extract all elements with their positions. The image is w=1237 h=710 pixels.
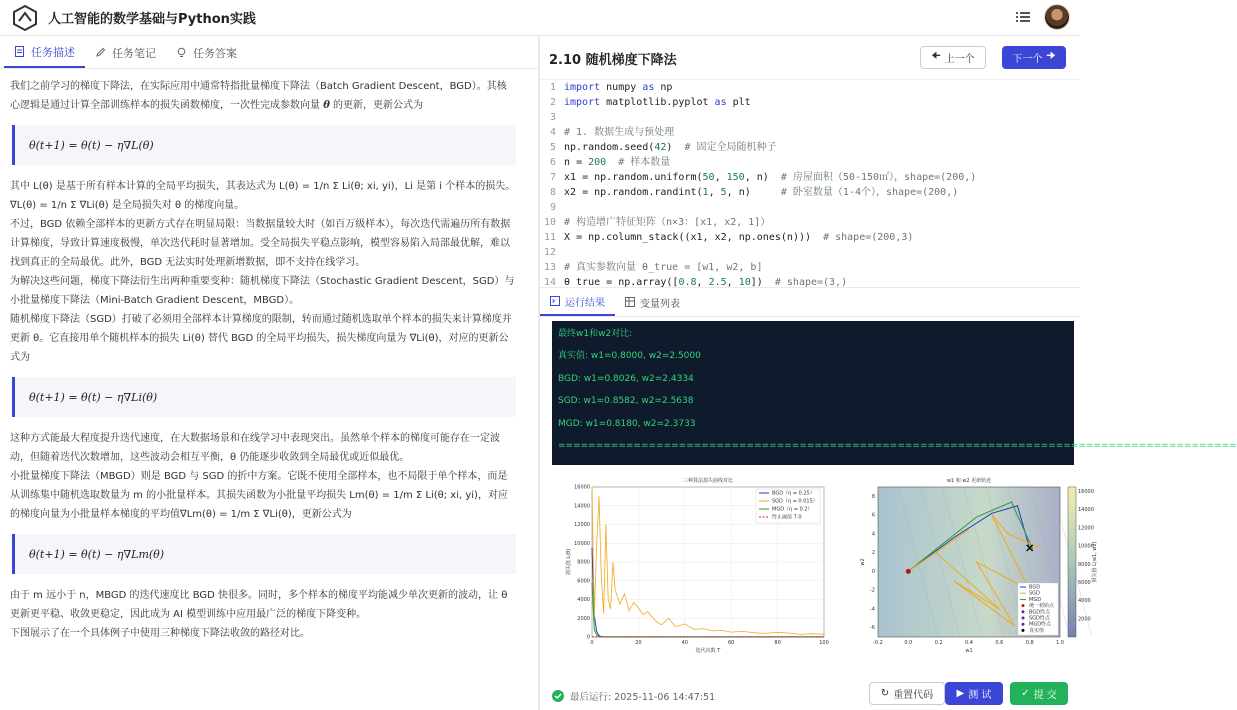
x-tick-label: 0 bbox=[590, 640, 594, 646]
terminal-output bbox=[552, 321, 1237, 465]
line-number: 3 bbox=[549, 112, 556, 123]
y-tick-label: 16000 bbox=[574, 484, 590, 491]
y-tick-label: 4 bbox=[871, 531, 875, 538]
legend-label: MGD终点 bbox=[1029, 621, 1052, 628]
refresh-icon: ↻ bbox=[880, 688, 890, 699]
legend-swatch bbox=[1022, 617, 1025, 620]
check-icon: ✓ bbox=[1021, 688, 1030, 699]
task-title: 2.10 随机梯度下降法 bbox=[549, 52, 677, 68]
colorbar-label: 损失值 L(w1, w2) bbox=[1092, 541, 1098, 583]
code-line[interactable] bbox=[540, 110, 1080, 125]
x-tick-label: -0.2 bbox=[873, 640, 883, 646]
code-text: np.random.seed(42) # 固定全局随机种子 bbox=[564, 142, 777, 153]
code-line[interactable] bbox=[540, 170, 1080, 185]
x-tick-label: 1.0 bbox=[1056, 640, 1064, 646]
colorbar-tick-label: 4000 bbox=[1078, 598, 1091, 605]
code-line[interactable] bbox=[540, 230, 1080, 245]
y-axis-label: 损失值 L(θ) bbox=[566, 548, 572, 576]
x-tick-label: 0.2 bbox=[934, 640, 943, 646]
formula-bgd: θ(t+1) = θ(t) − η∇L(θ) bbox=[12, 125, 516, 165]
code-line[interactable] bbox=[540, 80, 1080, 95]
pencil-icon bbox=[95, 47, 106, 58]
app-title: 人工智能的数学基础与Python实践 bbox=[48, 12, 256, 27]
task-description-panel bbox=[0, 37, 538, 710]
y-tick-label: 14000 bbox=[574, 503, 590, 510]
colorbar-tick-label: 2000 bbox=[1078, 616, 1091, 623]
legend-label: BGD终点 bbox=[1029, 609, 1051, 616]
tab-variable-list[interactable]: 变量列表 bbox=[615, 288, 690, 316]
paragraph: 随机梯度下降法（SGD）打破了必须用全部样本计算梯度的限制，转而通过随机选取单个样本的损失来计算梯度并更新 θ。它直接用单个随机样本的损失 Li(θ) 替代 BGD 的全局平均损失，损失梯度向量为 ∇Li(θ)，对应的更新公式为 bbox=[10, 314, 512, 363]
x-tick-label: 0.0 bbox=[904, 640, 913, 646]
colorbar-tick-label: 12000 bbox=[1078, 525, 1094, 532]
y-tick-label: 12000 bbox=[574, 522, 590, 528]
code-line[interactable] bbox=[540, 200, 1080, 215]
figure-svg bbox=[552, 469, 1098, 682]
avatar[interactable] bbox=[1044, 4, 1070, 30]
legend-label: SGD bbox=[1029, 590, 1040, 597]
y-axis-label: w2 bbox=[860, 558, 866, 566]
legend-label: BGD bbox=[1029, 584, 1041, 591]
tab-task-notes[interactable] bbox=[85, 37, 166, 68]
code-line[interactable] bbox=[540, 215, 1080, 230]
y-tick-label: -6 bbox=[870, 625, 875, 632]
code-text: # 1. 数据生成与预处理 bbox=[564, 127, 675, 138]
legend-swatch bbox=[1022, 629, 1025, 632]
start-point bbox=[906, 569, 911, 574]
tab-label: 任务答案 bbox=[193, 46, 237, 60]
tab-label: 任务笔记 bbox=[112, 46, 156, 60]
y-tick-label: 2000 bbox=[577, 615, 590, 622]
line-number: 14 bbox=[543, 277, 556, 288]
terminal-icon bbox=[550, 296, 560, 306]
terminal-line: SGD: w1=0.8582, w2=2.5638 bbox=[558, 396, 694, 407]
legend-label: SGD终点 bbox=[1029, 615, 1050, 622]
tab-label: 任务描述 bbox=[31, 45, 75, 59]
line-number: 2 bbox=[549, 97, 556, 108]
line-number: 1 bbox=[549, 82, 556, 93]
left-tab-bar bbox=[0, 37, 538, 69]
legend-swatch bbox=[1022, 604, 1025, 607]
paragraph: 其中 L(θ) 是基于所有样本计算的全局平均损失，其表达式为 L(θ) = 1/n Σ Li(θ; xi, yi)，Li 是第 i 个样本的损失。∇L(θ) = 1/n Σ ∇Li(θ) 是全局损失对 θ 的梯度向量。 bbox=[10, 181, 516, 211]
line-number: 12 bbox=[543, 247, 556, 258]
reset-code-button[interactable]: ↻ 重置代码 bbox=[869, 682, 945, 705]
logo-icon[interactable] bbox=[10, 3, 40, 33]
formula-sgd: θ(t+1) = θ(t) − η∇Li(θ) bbox=[12, 377, 516, 417]
colorbar-tick-label: 14000 bbox=[1078, 507, 1094, 514]
legend-label: 真实值 bbox=[1029, 627, 1045, 634]
arrow-left-icon: 🠈 bbox=[931, 51, 941, 62]
output-figure bbox=[552, 469, 1098, 682]
formula-mbgd: θ(t+1) = θ(t) − η∇Lm(θ) bbox=[12, 534, 516, 574]
prev-button[interactable]: 🠈 上一个 bbox=[920, 46, 986, 69]
description-content bbox=[0, 69, 538, 643]
terminal-line: BGD: w1=0.8026, w2=2.4334 bbox=[558, 373, 694, 384]
terminal-line: MGD: w1=0.8180, w2=2.3733 bbox=[558, 418, 696, 429]
paragraph: 为解决这些问题，梯度下降法衍生出两种重要变种：随机梯度下降法（Stochastic Gradient Descent，SGD）与小批量梯度下降法（Mini-Batch Gradient Descent，MBGD）。 bbox=[10, 276, 515, 306]
legend-swatch bbox=[1022, 610, 1025, 613]
terminal-line: ========================================================================================== bbox=[558, 440, 1237, 451]
arrow-right-icon: 🠊 bbox=[1046, 51, 1056, 62]
x-axis-label: 迭代次数 T bbox=[695, 648, 721, 654]
y-tick-label: 8 bbox=[871, 493, 875, 500]
code-text: x1 = np.random.uniform(50, 150, n) # 房屋面积（50-150㎡），shape=(200,) bbox=[564, 172, 977, 183]
code-line[interactable] bbox=[540, 260, 1080, 275]
legend-label: 统一初始点 bbox=[1029, 603, 1055, 610]
task-header bbox=[540, 37, 1080, 79]
code-text: # 构造增广特征矩阵（n×3：[x1, x2, 1]） bbox=[564, 217, 771, 228]
line-number: 6 bbox=[549, 157, 556, 168]
test-button[interactable]: ▶ 测 试 bbox=[945, 682, 1003, 705]
terminal-line: 真实值: w1=0.8000, w2=2.5000 bbox=[558, 351, 701, 362]
colorbar-tick-label: 8000 bbox=[1078, 561, 1091, 568]
chart-title: w1 和 w2 更新轨迹 bbox=[946, 478, 992, 484]
colorbar-tick-label: 10000 bbox=[1078, 543, 1094, 550]
play-icon: ▶ bbox=[956, 688, 965, 699]
legend-swatch bbox=[1022, 623, 1025, 626]
colorbar-tick-label: 16000 bbox=[1078, 489, 1094, 496]
y-tick-label: 10000 bbox=[574, 540, 590, 547]
x-tick-label: 40 bbox=[681, 640, 688, 646]
paragraph: 这种方式能最大程度提升迭代速度，在大数据场景和在线学习中表现突出。虽然单个样本的梯度可能存在一定波动，但随着迭代次数增加，这些波动会相互平衡，θ 仍能逐步收敛到全局最优或近似最优。 bbox=[10, 433, 500, 463]
x-tick-label: 0.8 bbox=[1025, 640, 1034, 646]
next-button[interactable]: 下一个 🠊 bbox=[1002, 46, 1066, 69]
paragraph: 不过，BGD 依赖全部样本的更新方式存在明显局限：当数据量较大时（如百万级样本），每次迭代需遍历所有数据计算梯度，导致计算速度极慢，单次迭代耗时显著增加。受全局损失平稳点影响，模型容易陷入局部最优解，难以找到真正的全局最优。此外，BGD 无法实时处理新增数据，即不支持在线学习。 bbox=[10, 219, 511, 268]
list-menu-icon[interactable] bbox=[1016, 10, 1030, 24]
code-line[interactable] bbox=[540, 155, 1080, 170]
paragraph: 我们之前学习的梯度下降法，在实际应用中通常特指批量梯度下降法（Batch Gradient Descent，BGD）。其核心逻辑是通过计算全部训练样本的损失函数梯度，一次性完成参数向量 θ 的更新，更新公式为 bbox=[10, 81, 507, 111]
paragraph: 小批量梯度下降法（MBGD）则是 BGD 与 SGD 的折中方案。它既不使用全部样本，也不局限于单个样本，而是从训练集中随机选取数量为 m 的小批量样本。其损失函数为小批量平均损失 Lm(θ) = 1/m Σ Li(θ; xi, yi)，对应的梯度向量为小批量样本梯度的平均值∇Lm(θ) = 1/m Σ ∇Li(θ)，更新公式为 bbox=[10, 471, 508, 520]
line-number: 4 bbox=[549, 127, 556, 138]
paragraph: 由于 m 远小于 n，MBGD 的迭代速度比 BGD 快很多。同时，多个样本的梯度平均能减少单次更新的波动，让 θ 更新更平稳、收敛更稳定，因此成为 AI 模型训练中应用最广泛的梯度下降变种。 bbox=[10, 590, 508, 620]
lightbulb-icon bbox=[176, 47, 187, 58]
legend-label: MGD（η = 0.2） bbox=[772, 506, 813, 513]
output-tab-bar bbox=[540, 287, 1080, 317]
y-tick-label: 6000 bbox=[577, 578, 590, 585]
code-line[interactable] bbox=[540, 125, 1080, 140]
x-tick-label: 60 bbox=[728, 640, 735, 646]
y-tick-label: 2 bbox=[871, 550, 875, 557]
table-icon bbox=[625, 297, 635, 307]
y-tick-label: -2 bbox=[870, 587, 875, 594]
code-text: θ_true = np.array([0.8, 2.5, 10]) # shape=(3,) bbox=[564, 277, 848, 288]
code-text: # 真实参数向量 θ_true = [w1, w2, b] bbox=[564, 262, 763, 273]
colorbar bbox=[1068, 487, 1076, 637]
x-axis-label: w1 bbox=[965, 648, 973, 654]
line-number: 13 bbox=[543, 262, 556, 273]
check-circle-icon bbox=[552, 690, 564, 702]
code-panel bbox=[540, 37, 1237, 710]
code-line[interactable] bbox=[540, 95, 1080, 110]
colorbar-tick-label: 6000 bbox=[1078, 579, 1091, 586]
submit-button[interactable]: ✓ 提 交 bbox=[1010, 682, 1068, 705]
line-number: 8 bbox=[549, 187, 556, 198]
app-header bbox=[0, 0, 1080, 36]
y-tick-label: 0 bbox=[586, 634, 590, 641]
x-tick-label: 100 bbox=[819, 640, 829, 646]
code-text: x2 = np.random.randint(1, 5, n) # 卧室数量（1-4个），shape=(200,) bbox=[564, 187, 959, 198]
y-tick-label: 6 bbox=[871, 512, 875, 519]
line-number: 10 bbox=[543, 217, 556, 228]
y-tick-label: 0 bbox=[871, 568, 875, 575]
line-number: 9 bbox=[549, 202, 556, 213]
legend-label: 终止阈值 7.0 bbox=[772, 514, 802, 521]
terminal-line: 最终w1和w2对比: bbox=[558, 329, 633, 339]
code-line[interactable] bbox=[540, 140, 1080, 155]
x-tick-label: 0.6 bbox=[995, 640, 1004, 646]
code-line[interactable] bbox=[540, 185, 1080, 200]
legend-label: SGD（η = 0.015） bbox=[772, 498, 818, 505]
paragraph: 下图展示了在一个具体例子中使用三种梯度下降法收敛的路径对比。 bbox=[10, 628, 310, 639]
y-tick-label: -4 bbox=[870, 606, 875, 613]
code-text: X = np.column_stack((x1, x2, np.ones(n))) # shape=(200,3) bbox=[564, 232, 914, 243]
x-tick-label: 20 bbox=[635, 640, 642, 646]
tab-task-answer[interactable] bbox=[166, 37, 247, 68]
line-number: 11 bbox=[543, 232, 556, 243]
y-tick-label: 8000 bbox=[577, 559, 590, 566]
code-text: import matplotlib.pyplot as plt bbox=[564, 97, 751, 108]
tab-task-description[interactable] bbox=[4, 37, 85, 68]
tab-run-result[interactable]: 运行结果 bbox=[540, 288, 615, 316]
line-number: 5 bbox=[549, 142, 556, 153]
line-number: 7 bbox=[549, 172, 556, 183]
code-line[interactable] bbox=[540, 245, 1080, 260]
y-tick-label: 4000 bbox=[577, 597, 590, 603]
legend-label: BGD（η = 0.25） bbox=[772, 490, 815, 497]
code-editor[interactable] bbox=[540, 79, 1080, 288]
last-run-text: 最后运行: 2025-11-06 14:47:51 bbox=[570, 692, 716, 703]
chart-title: 三种算法损失曲线对比 bbox=[682, 478, 734, 484]
legend-label: MGD bbox=[1029, 596, 1042, 603]
x-tick-label: 0.4 bbox=[965, 640, 973, 646]
code-text: import numpy as np bbox=[564, 82, 673, 93]
x-tick-label: 80 bbox=[774, 640, 781, 646]
code-text: n = 200 # 样本数量 bbox=[564, 157, 671, 168]
document-icon bbox=[14, 46, 25, 57]
